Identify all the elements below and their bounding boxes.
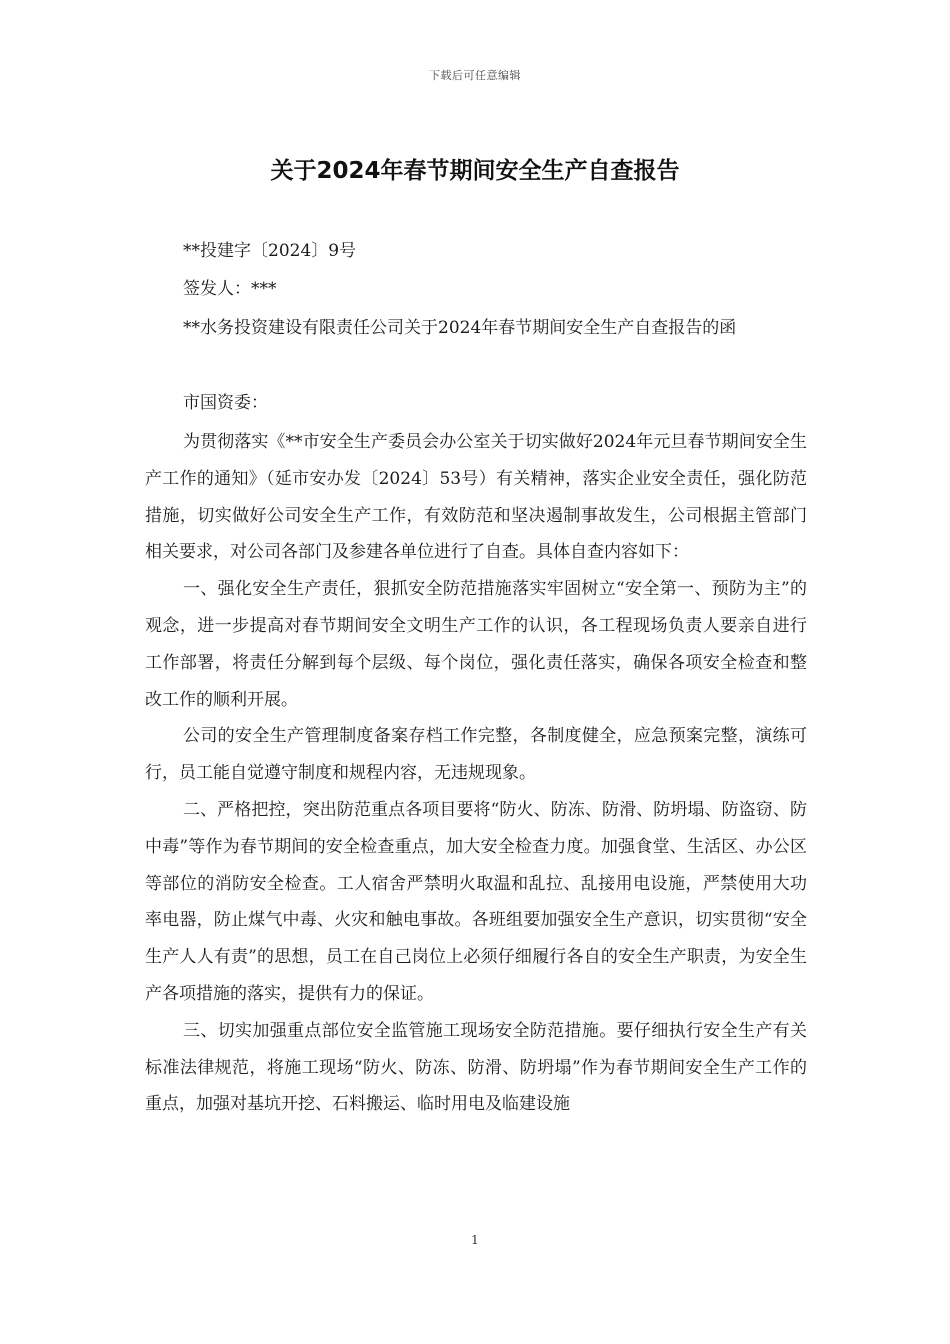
page-number: 1 — [471, 1233, 479, 1247]
document-number: **投建字〔2024〕9号 — [183, 241, 357, 261]
recipient-line: 市国资委： — [183, 393, 268, 413]
body-paragraph: 公司的安全生产管理制度备案存档工作完整，各制度健全，应急预案完整，演练可行，员工能自觉遵守制度和规程内容，无违规现象。 — [145, 726, 807, 784]
header-note: 下载后可任意编辑 — [429, 69, 521, 82]
body-paragraph: 三、切实加强重点部位安全监管施工现场安全防范措施。要仔细执行安全生产有关标准法律规范，将施工现场“防火、防冻、防滑、防坍塌”作为春节期间安全生产工作的重点，加强对基坑开挖、石料搬运、临时用电及临建设施 — [145, 1020, 807, 1115]
subject-line: **水务投资建设有限责任公司关于2024年春节期间安全生产自查报告的函 — [183, 318, 737, 338]
body-paragraph: 为贯彻落实《**市安全生产委员会办公室关于切实做好2024年元旦春节期间安全生产工作的通知》（延市安办发〔2024〕53号）有关精神，落实企业安全责任，强化防范措施，切实做好公司安全生产工作，有效防范和坚决遏制事故发生，公司根据主管部门相关要求，对公司各部门及参建各单位进行了自查。具体自查内容如下： — [145, 432, 807, 563]
body-paragraph: 一、强化安全生产责任，狠抓安全防范措施落实牢固树立“安全第一、预防为主”的观念，进一步提高对春节期间安全文明生产工作的认识，各工程现场负责人要亲自进行工作部署，将责任分解到每个层级、每个岗位，强化责任落实，确保各项安全检查和整改工作的顺利开展。 — [145, 579, 807, 710]
document-title: 关于2024年春节期间安全生产自查报告 — [270, 158, 680, 184]
document-body — [145, 424, 807, 1123]
signer-line: 签发人：*** — [183, 279, 277, 299]
body-paragraph: 二、严格把控，突出防范重点各项目要将“防火、防冻、防滑、防坍塌、防盗窃、防中毒”等作为春节期间的安全检查重点，加大安全检查力度。加强食堂、生活区、办公区等部位的消防安全检查。工人宿舍严禁明火取温和乱拉、乱接用电设施，严禁使用大功率电器，防止煤气中毒、火灾和触电事故。各班组要加强安全生产意识，切实贯彻“安全生产人人有责”的思想，员工在自己岗位上必须仔细履行各自的安全生产职责，为安全生产各项措施的落实，提供有力的保证。 — [145, 799, 807, 1004]
